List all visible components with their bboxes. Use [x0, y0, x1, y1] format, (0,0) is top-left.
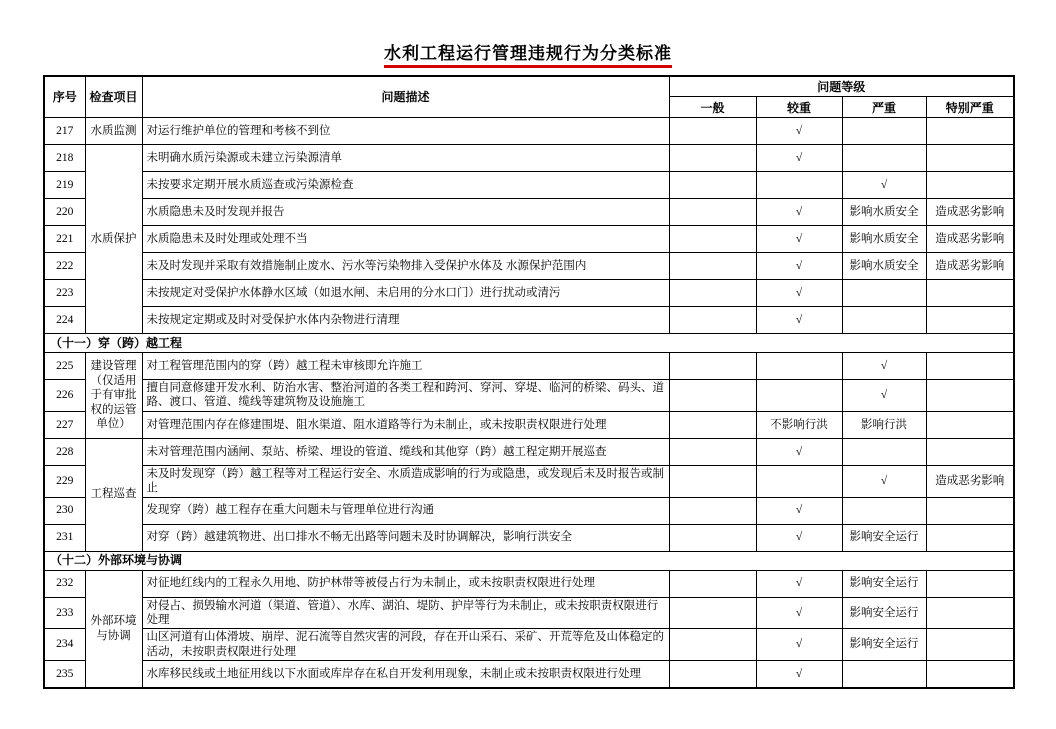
row-seq: 234 — [44, 629, 85, 661]
col-header-seq: 序号 — [44, 76, 85, 118]
row-seq: 217 — [44, 118, 85, 145]
row-seq: 220 — [44, 199, 85, 226]
section-row — [44, 334, 1014, 353]
cell-general — [669, 597, 756, 629]
cell-severe — [842, 307, 926, 334]
section-row — [44, 551, 1014, 570]
col-header-level-moderate: 较重 — [756, 97, 842, 118]
cell-severe: √ — [842, 465, 926, 497]
col-header-level-extreme: 特别严重 — [926, 97, 1014, 118]
row-seq: 230 — [44, 497, 85, 524]
table-row — [44, 661, 1014, 689]
cell-general — [669, 438, 756, 465]
cell-extreme — [926, 172, 1014, 199]
cell-moderate — [756, 380, 842, 412]
cell-moderate: √ — [756, 145, 842, 172]
cell-general — [669, 353, 756, 380]
cell-severe — [842, 280, 926, 307]
cell-moderate — [756, 172, 842, 199]
cell-extreme — [926, 661, 1014, 689]
cell-extreme — [926, 411, 1014, 438]
cell-moderate: √ — [756, 497, 842, 524]
cell-extreme — [926, 629, 1014, 661]
cell-severe — [842, 497, 926, 524]
row-category: 建设管理（仅适用于有审批权的运管单位） — [85, 353, 142, 439]
row-description: 山区河道有山体滑坡、崩岸、泥石流等自然灾害的河段，存在开山采石、采矿、开荒等危及山体稳定的活动，未按职责权限进行处理 — [142, 629, 669, 661]
cell-extreme — [926, 497, 1014, 524]
table-row — [44, 411, 1014, 438]
cell-extreme — [926, 524, 1014, 551]
col-header-level-severe: 严重 — [842, 97, 926, 118]
row-description: 水质隐患未及时处理或处理不当 — [142, 226, 669, 253]
cell-severe — [842, 438, 926, 465]
cell-general — [669, 411, 756, 438]
cell-general — [669, 280, 756, 307]
cell-extreme — [926, 438, 1014, 465]
row-description: 擅自同意修建开发水利、防治水害、整治河道的各类工程和跨河、穿河、穿堤、临河的桥梁、码头、道路、渡口、管道、缆线等建筑物及设施施工 — [142, 380, 669, 412]
row-description: 对侵占、损毁输水河道（渠道、管道）、水库、湖泊、堤防、护岸等行为未制止，或未按职责权限进行处理 — [142, 597, 669, 629]
row-seq: 219 — [44, 172, 85, 199]
cell-severe — [842, 661, 926, 689]
row-description: 对管理范围内存在修建围堤、阻水渠道、阻水道路等行为未制止，或未按职责权限进行处理 — [142, 411, 669, 438]
page-title: 水利工程运行管理违规行为分类标准 — [384, 44, 672, 68]
cell-moderate: √ — [756, 438, 842, 465]
cell-moderate: √ — [756, 524, 842, 551]
cell-moderate: √ — [756, 226, 842, 253]
cell-severe: 影响安全运行 — [842, 524, 926, 551]
col-header-item: 检查项目 — [85, 76, 142, 118]
row-description: 水库移民线或土地征用线以下水面或库岸存在私自开发利用现象，未制止或未按职责权限进行处理 — [142, 661, 669, 689]
table-row — [44, 380, 1014, 412]
row-description: 未按规定对受保护水体静水区域（如退水闸、未启用的分水口门）进行扰动或清污 — [142, 280, 669, 307]
section-label: （十二）外部环境与协调 — [44, 551, 1014, 570]
cell-extreme — [926, 145, 1014, 172]
cell-general — [669, 226, 756, 253]
cell-general — [669, 570, 756, 597]
row-seq: 227 — [44, 411, 85, 438]
violation-classification-table — [43, 75, 1015, 690]
cell-severe: 影响安全运行 — [842, 597, 926, 629]
table-row — [44, 570, 1014, 597]
table-row — [44, 199, 1014, 226]
table-row — [44, 307, 1014, 334]
cell-severe: 影响水质安全 — [842, 253, 926, 280]
table-row — [44, 438, 1014, 465]
cell-severe: 影响行洪 — [842, 411, 926, 438]
cell-severe: √ — [842, 380, 926, 412]
row-description: 水质隐患未及时发现并报告 — [142, 199, 669, 226]
cell-general — [669, 253, 756, 280]
cell-general — [669, 465, 756, 497]
row-description: 未按规定定期或及时对受保护水体内杂物进行清理 — [142, 307, 669, 334]
cell-moderate: √ — [756, 280, 842, 307]
cell-extreme — [926, 570, 1014, 597]
row-seq: 235 — [44, 661, 85, 689]
row-description: 未按要求定期开展水质巡查或污染源检查 — [142, 172, 669, 199]
cell-general — [669, 172, 756, 199]
cell-severe: 影响水质安全 — [842, 226, 926, 253]
cell-extreme — [926, 307, 1014, 334]
table-row — [44, 629, 1014, 661]
cell-severe: 影响安全运行 — [842, 570, 926, 597]
title-bar — [0, 44, 1056, 68]
cell-general — [669, 661, 756, 689]
cell-general — [669, 629, 756, 661]
section-label: （十一）穿（跨）越工程 — [44, 334, 1014, 353]
cell-extreme — [926, 380, 1014, 412]
row-category: 水质监测 — [85, 118, 142, 145]
cell-moderate: √ — [756, 570, 842, 597]
row-description: 未及时发现并采取有效措施制止废水、污水等污染物排入受保护水体及 水源保护范围内 — [142, 253, 669, 280]
cell-moderate — [756, 353, 842, 380]
row-seq: 229 — [44, 465, 85, 497]
row-description: 对征地红线内的工程永久用地、防护林带等被侵占行为未制止，或未按职责权限进行处理 — [142, 570, 669, 597]
table-row — [44, 524, 1014, 551]
cell-severe — [842, 145, 926, 172]
cell-general — [669, 145, 756, 172]
cell-extreme — [926, 353, 1014, 380]
row-seq: 228 — [44, 438, 85, 465]
cell-extreme: 造成恶劣影响 — [926, 199, 1014, 226]
cell-extreme — [926, 597, 1014, 629]
row-seq: 222 — [44, 253, 85, 280]
cell-general — [669, 199, 756, 226]
row-category: 水质保护 — [85, 145, 142, 334]
cell-general — [669, 118, 756, 145]
row-category: 外部环境与协调 — [85, 570, 142, 688]
cell-extreme: 造成恶劣影响 — [926, 226, 1014, 253]
row-seq: 225 — [44, 353, 85, 380]
col-header-level-group: 问题等级 — [669, 76, 1014, 97]
row-seq: 224 — [44, 307, 85, 334]
row-seq: 218 — [44, 145, 85, 172]
table-row — [44, 497, 1014, 524]
row-description: 对运行维护单位的管理和考核不到位 — [142, 118, 669, 145]
table-row — [44, 465, 1014, 497]
row-category: 工程巡查 — [85, 438, 142, 551]
cell-general — [669, 497, 756, 524]
table-row — [44, 226, 1014, 253]
table-row — [44, 145, 1014, 172]
row-seq: 223 — [44, 280, 85, 307]
cell-general — [669, 307, 756, 334]
row-seq: 226 — [44, 380, 85, 412]
cell-severe: √ — [842, 353, 926, 380]
cell-moderate: √ — [756, 629, 842, 661]
cell-moderate: √ — [756, 597, 842, 629]
cell-moderate: √ — [756, 253, 842, 280]
cell-general — [669, 380, 756, 412]
cell-severe: √ — [842, 172, 926, 199]
cell-extreme: 造成恶劣影响 — [926, 253, 1014, 280]
table-row — [44, 597, 1014, 629]
cell-moderate: √ — [756, 199, 842, 226]
row-seq: 233 — [44, 597, 85, 629]
row-description: 未及时发现穿（跨）越工程等对工程运行安全、水质造成影响的行为或隐患，或发现后未及时报告或制止 — [142, 465, 669, 497]
cell-moderate: √ — [756, 118, 842, 145]
row-description: 发现穿（跨）越工程存在重大问题未与管理单位进行沟通 — [142, 497, 669, 524]
cell-general — [669, 524, 756, 551]
cell-extreme: 造成恶劣影响 — [926, 465, 1014, 497]
row-seq: 232 — [44, 570, 85, 597]
cell-moderate: 不影响行洪 — [756, 411, 842, 438]
cell-severe: 影响水质安全 — [842, 199, 926, 226]
row-description: 未对管理范围内涵闸、泵站、桥梁、埋设的管道、缆线和其他穿（跨）越工程定期开展巡查 — [142, 438, 669, 465]
cell-severe: 影响安全运行 — [842, 629, 926, 661]
table-row — [44, 280, 1014, 307]
table-row — [44, 353, 1014, 380]
table-row — [44, 172, 1014, 199]
table-row — [44, 118, 1014, 145]
row-description: 对工程管理范围内的穿（跨）越工程未审核即允许施工 — [142, 353, 669, 380]
col-header-desc: 问题描述 — [142, 76, 669, 118]
table-row — [44, 253, 1014, 280]
table-header — [44, 76, 1014, 118]
row-description: 对穿（跨）越建筑物进、出口排水不畅无出路等问题未及时协调解决，影响行洪安全 — [142, 524, 669, 551]
cell-extreme — [926, 118, 1014, 145]
row-description: 未明确水质污染源或未建立污染源清单 — [142, 145, 669, 172]
cell-extreme — [926, 280, 1014, 307]
cell-severe — [842, 118, 926, 145]
row-seq: 231 — [44, 524, 85, 551]
row-seq: 221 — [44, 226, 85, 253]
col-header-level-general: 一般 — [669, 97, 756, 118]
cell-moderate: √ — [756, 307, 842, 334]
cell-moderate — [756, 465, 842, 497]
cell-moderate: √ — [756, 661, 842, 689]
